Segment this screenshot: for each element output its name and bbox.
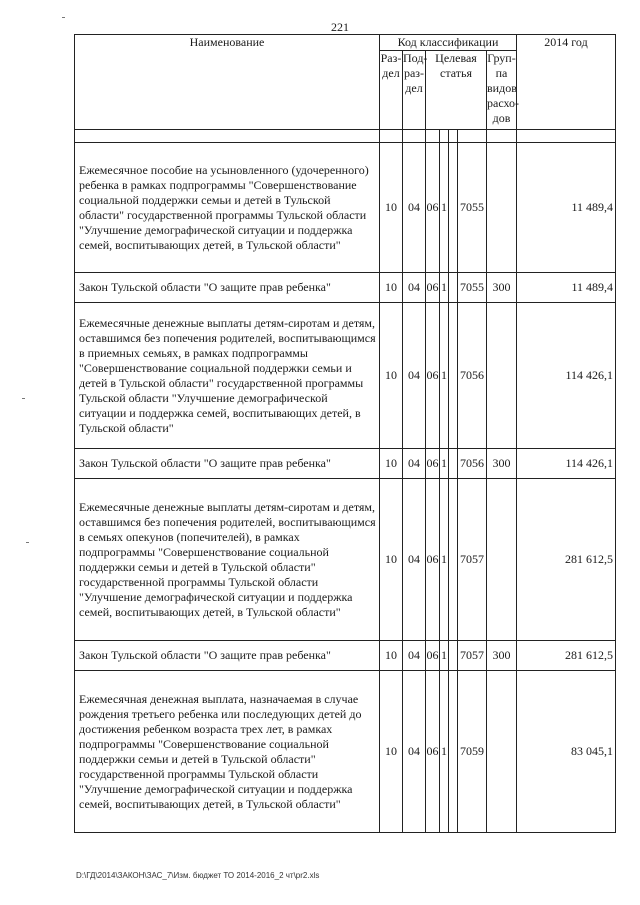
row-vid — [487, 671, 517, 833]
row-name: Ежемесячное пособие на усыновленного (удочеренного) ребенка в рамках подпрограммы "Совершенствование социальной поддержки семьи и детей в Тульской области" государственной программы Тульской области "Улучшение демографической ситуации и поддержка семей, воспитывающих детей, в Тульской области" — [75, 143, 380, 273]
header-gap-row — [75, 130, 616, 143]
row-cs-empty — [449, 143, 458, 273]
row-razdel: 10 — [380, 671, 403, 833]
row-podrazdel: 04 — [403, 303, 426, 449]
row-cs-program: 06 — [426, 143, 440, 273]
file-path-footer: D:\ГД\2014\ЗАКОН\ЗАС_7\Изм. бюджет ТО 2014-2016_2 чт\pr2.xls — [76, 871, 320, 880]
row-cs-subprogram: 1 — [440, 671, 449, 833]
row-amount: 281 612,5 — [517, 641, 616, 671]
row-podrazdel: 04 — [403, 479, 426, 641]
table-row — [75, 641, 616, 671]
table-row — [75, 449, 616, 479]
scan-speck — [22, 398, 25, 399]
row-amount: 11 489,4 — [517, 273, 616, 303]
row-cs-subprogram: 1 — [440, 143, 449, 273]
header-year: 2014 год — [517, 35, 616, 130]
row-name: Ежемесячная денежная выплата, назначаемая в случае рождения третьего ребенка или последующих детей до достижения ребенком возраста трех лет, в рамках подпрограммы "Совершенствование социальной поддержки семьи и детей в Тульской области" государственной программы Тульской области "Улучшение демографической ситуации и поддержка семей, воспитывающих детей, в Тульской области" — [75, 671, 380, 833]
row-vid: 300 — [487, 273, 517, 303]
scan-speck — [26, 542, 29, 543]
row-amount: 114 426,1 — [517, 303, 616, 449]
row-cs-code: 7057 — [458, 641, 487, 671]
row-cs-program: 06 — [426, 303, 440, 449]
table-row — [75, 143, 616, 273]
row-cs-empty — [449, 479, 458, 641]
row-cs-code: 7055 — [458, 143, 487, 273]
header-name: Наименование — [75, 35, 380, 130]
row-cs-program: 06 — [426, 641, 440, 671]
header-gruppa: Груп- па видов расхо- дов — [487, 51, 517, 130]
row-amount: 281 612,5 — [517, 479, 616, 641]
row-cs-subprogram: 1 — [440, 303, 449, 449]
row-razdel: 10 — [380, 143, 403, 273]
row-razdel: 10 — [380, 303, 403, 449]
row-vid — [487, 143, 517, 273]
row-cs-empty — [449, 303, 458, 449]
table-row — [75, 273, 616, 303]
row-cs-code: 7056 — [458, 449, 487, 479]
row-name: Ежемесячные денежные выплаты детям-сиротам и детям, оставшимся без попечения родителей, воспитывающимся в приемных семьях, в рамках подпрограммы "Совершенствование социальной поддержки семьи и детей в Тульской области" государственной программы Тульской области "Улучшение демографической ситуации и поддержка семей, воспитывающих детей, в Тульской области" — [75, 303, 380, 449]
row-cs-code: 7055 — [458, 273, 487, 303]
row-vid — [487, 303, 517, 449]
row-cs-code: 7056 — [458, 303, 487, 449]
row-name: Закон Тульской области "О защите прав ребенка" — [75, 273, 380, 303]
row-name: Закон Тульской области "О защите прав ребенка" — [75, 449, 380, 479]
budget-table — [74, 34, 616, 833]
row-cs-subprogram: 1 — [440, 479, 449, 641]
row-amount: 83 045,1 — [517, 671, 616, 833]
header-razdel: Раз- дел — [380, 51, 403, 130]
row-razdel: 10 — [380, 641, 403, 671]
row-razdel: 10 — [380, 479, 403, 641]
row-podrazdel: 04 — [403, 273, 426, 303]
row-cs-subprogram: 1 — [440, 449, 449, 479]
row-cs-program: 06 — [426, 449, 440, 479]
row-podrazdel: 04 — [403, 641, 426, 671]
row-podrazdel: 04 — [403, 671, 426, 833]
page-number: 221 — [331, 20, 349, 34]
scan-speck — [62, 17, 65, 18]
row-cs-empty — [449, 641, 458, 671]
row-cs-subprogram: 1 — [440, 641, 449, 671]
header-podrazdel: Под- раз- дел — [403, 51, 426, 130]
row-vid: 300 — [487, 641, 517, 671]
table-row — [75, 479, 616, 641]
row-cs-empty — [449, 273, 458, 303]
row-vid: 300 — [487, 449, 517, 479]
row-name: Ежемесячные денежные выплаты детям-сиротам и детям, оставшимся без попечения родителей, воспитывающимся в семьях опекунов (попечителей), в рамках подпрограммы "Совершенствование социальной поддержки семьи и детей в Тульской области" государственной программы Тульской области "Улучшение демографической ситуации и поддержка семей, воспитывающих детей, в Тульской области" — [75, 479, 380, 641]
row-cs-subprogram: 1 — [440, 273, 449, 303]
row-cs-empty — [449, 449, 458, 479]
row-vid — [487, 479, 517, 641]
row-podrazdel: 04 — [403, 143, 426, 273]
row-cs-program: 06 — [426, 273, 440, 303]
table-row — [75, 303, 616, 449]
header-celevaya: Целевая статья — [426, 51, 487, 130]
row-amount: 114 426,1 — [517, 449, 616, 479]
row-name: Закон Тульской области "О защите прав ребенка" — [75, 641, 380, 671]
row-razdel: 10 — [380, 449, 403, 479]
row-cs-empty — [449, 671, 458, 833]
row-cs-code: 7057 — [458, 479, 487, 641]
header-code-group: Код классификации — [380, 35, 517, 51]
row-razdel: 10 — [380, 273, 403, 303]
row-cs-code: 7059 — [458, 671, 487, 833]
row-cs-program: 06 — [426, 671, 440, 833]
table-row — [75, 671, 616, 833]
row-cs-program: 06 — [426, 479, 440, 641]
row-amount: 11 489,4 — [517, 143, 616, 273]
row-podrazdel: 04 — [403, 449, 426, 479]
